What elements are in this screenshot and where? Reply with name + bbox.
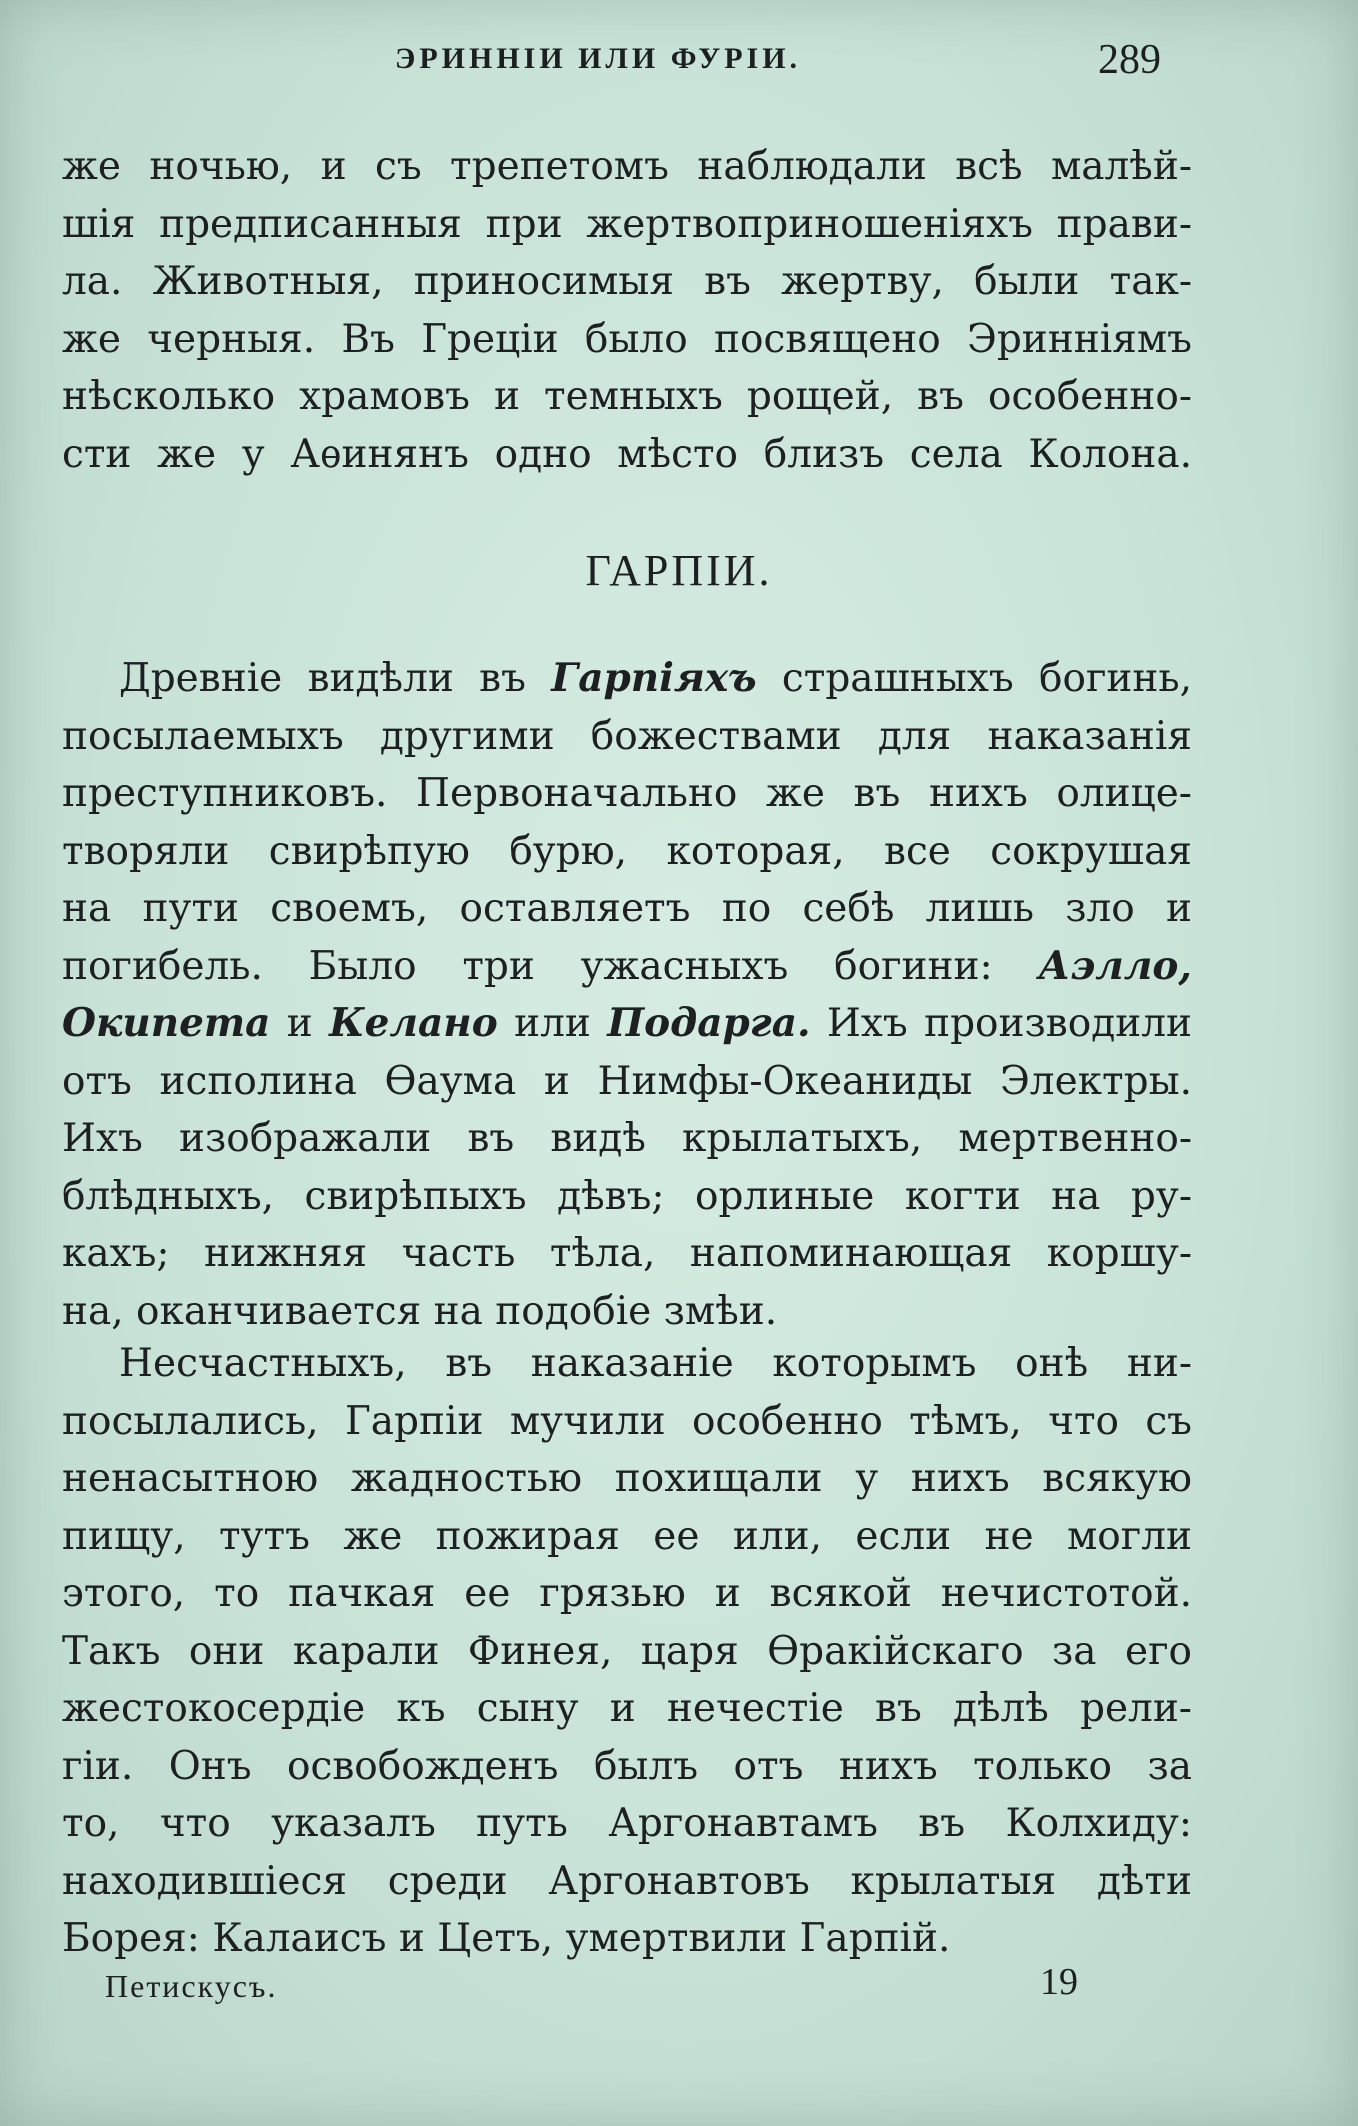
text-line xyxy=(62,650,1192,708)
text-line: находившіеся среди Аргонавтовъ крылатыя дѣти xyxy=(62,1858,1192,1904)
text-run: погибель. Было три ужасныхъ богини: xyxy=(62,943,1039,989)
harpies-paragraph-2 xyxy=(62,1335,1192,1968)
text-line xyxy=(62,938,1192,996)
emphasis-term: Аэлло, xyxy=(1038,942,1192,989)
emphasis-term: Келано xyxy=(329,1000,498,1046)
text-line: кахъ; нижняя часть тѣла, напоминающая коршу- xyxy=(62,1231,1192,1276)
harpies-paragraph-1 xyxy=(62,650,1192,1340)
text-line: творяли свирѣпую бурю, которая, все сокрушая xyxy=(62,828,1192,874)
text-line: Борея: Калаисъ и Цетъ, умертвили Гарпій. xyxy=(62,1916,951,1961)
text-line: преступниковъ. Первоначально же въ нихъ олице- xyxy=(62,771,1192,816)
text-line: посылались, Гарпіи мучили особенно тѣмъ, что съ xyxy=(62,1398,1192,1444)
section-title: ГАРПІИ. xyxy=(585,546,773,595)
text-line xyxy=(62,995,1192,1053)
page-number: 289 xyxy=(1098,37,1161,83)
text-line: пищу, тутъ же пожирая ее или, если не могли xyxy=(62,1513,1192,1559)
text-run: и xyxy=(270,1001,330,1046)
text-line: Несчастныхъ, въ наказаніе которымъ онѣ ни- xyxy=(119,1341,1192,1386)
text-line: Такъ они карали Финея, царя Ѳракійскаго за его xyxy=(62,1628,1192,1674)
text-line: отъ исполина Ѳаума и Нимфы-Океаниды Электры. xyxy=(62,1058,1192,1104)
text-line: шія предписанныя при жертвоприношеніяхъ прави- xyxy=(62,201,1192,247)
text-line: ла. Животныя, приносимыя въ жертву, были так- xyxy=(62,259,1192,304)
text-line: то, что указалъ путь Аргонавтамъ въ Колхиду: xyxy=(62,1801,1192,1846)
text-line: нѣсколько храмовъ и темныхъ рощей, въ особенно- xyxy=(62,374,1192,419)
emphasis-term: Гарпіяхъ xyxy=(551,655,757,701)
text-run: Древніе видѣли въ xyxy=(119,656,552,701)
running-head xyxy=(0,36,1358,96)
intro-paragraph xyxy=(62,138,1192,483)
text-line: же черныя. Въ Греціи было посвящено Эринніямъ xyxy=(62,316,1192,362)
text-line: же ночью, и съ трепетомъ наблюдали всѣ малѣй- xyxy=(62,144,1192,189)
running-title: ЭРИННІИ ИЛИ ФУРІИ. xyxy=(395,42,802,75)
footer-author: Петискусъ. xyxy=(105,1968,278,2004)
text-line: жестокосердіе къ сыну и нечестіе въ дѣлѣ рели- xyxy=(62,1686,1192,1731)
text-line: сти же у Аѳинянъ одно мѣсто близъ села Колона. xyxy=(62,431,1192,477)
text-line: гіи. Онъ освобожденъ былъ отъ нихъ только за xyxy=(62,1743,1192,1789)
text-line: посылаемыхъ другими божествами для наказанія xyxy=(62,713,1192,759)
text-line: на пути своемъ, оставляетъ по себѣ лишь зло и xyxy=(62,886,1192,931)
text-line: блѣдныхъ, свирѣпыхъ дѣвъ; орлиные когти на ру- xyxy=(62,1173,1192,1219)
text-run: или xyxy=(497,1001,608,1046)
signature-mark: 19 xyxy=(1040,1961,1078,2003)
emphasis-term: Подарга. xyxy=(607,1000,811,1046)
text-line: на, оканчивается на подобіе змѣи. xyxy=(62,1288,778,1334)
text-line: Ихъ изображали въ видѣ крылатыхъ, мертвенно- xyxy=(62,1116,1192,1161)
page-footer xyxy=(0,1958,1358,2018)
text-run: Ихъ производили xyxy=(810,1001,1192,1046)
text-line: этого, то пачкая ее грязью и всякой нечистотой. xyxy=(62,1571,1192,1616)
text-run: страшныхъ богинь, xyxy=(756,656,1192,701)
emphasis-term: Окипета xyxy=(62,1000,271,1046)
text-line: ненасытною жадностью похищали у нихъ всякую xyxy=(62,1456,1192,1501)
